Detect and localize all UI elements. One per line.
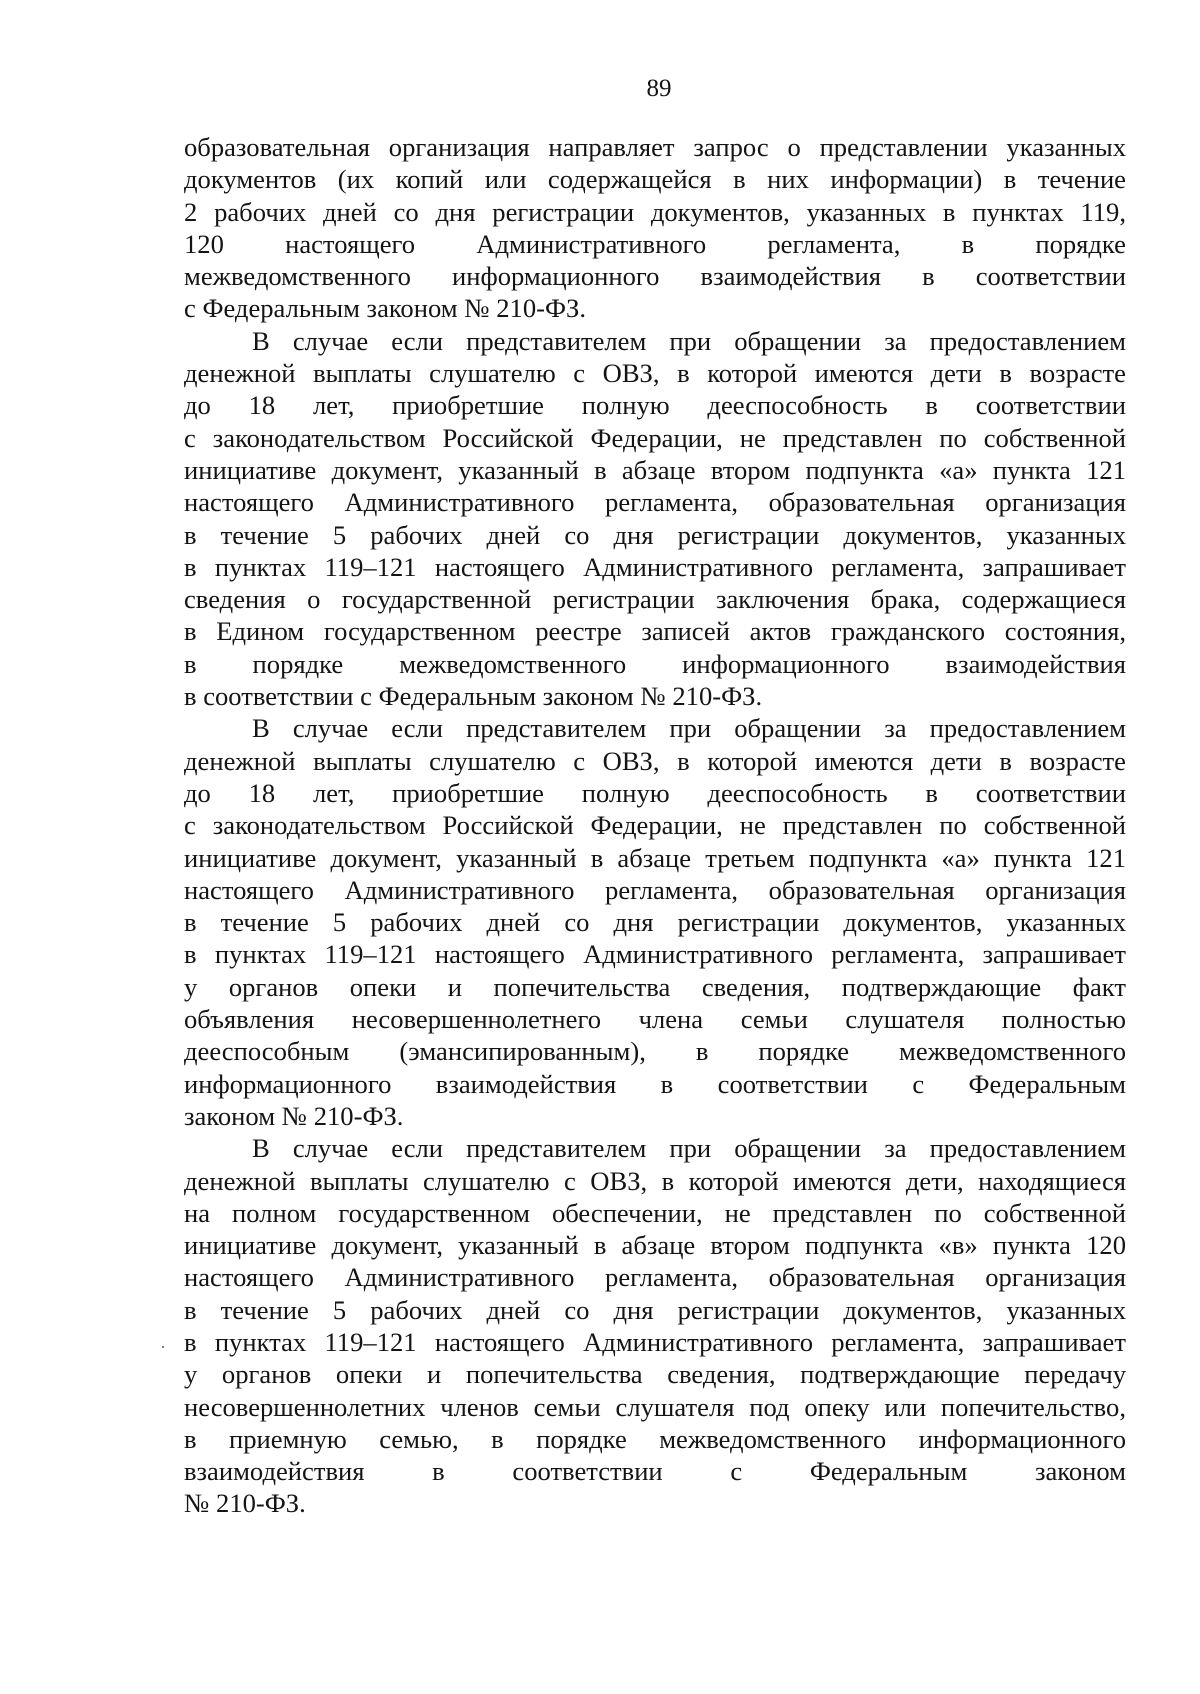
text-line: в течение 5 рабочих дней со дня регистрации документов, указанных — [184, 907, 1126, 938]
text-line: сведения о государственной регистрации заключения брака, содержащиеся — [184, 584, 1126, 615]
text-line: на полном государственном обеспечении, не представлен по собственной — [184, 1197, 1126, 1228]
text-line: инициативе документ, указанный в абзаце третьем подпункта «а» пункта 121 — [184, 842, 1126, 873]
text-line: В случае если представителем при обращении за предоставлением — [252, 713, 1126, 744]
text-line: № 210-ФЗ. — [184, 1488, 306, 1519]
text-line: настоящего Административного регламента, образовательная организация — [184, 487, 1126, 518]
text-line: 120 настоящего Административного регламента, в порядке — [184, 228, 1126, 259]
text-line: в приемную семью, в порядке межведомственного информационного — [184, 1423, 1126, 1454]
text-line: у органов опеки и попечительства сведения, подтверждающие факт — [184, 971, 1126, 1002]
text-line: в пунктах 119–121 настоящего Административного регламента, запрашивает — [184, 551, 1126, 582]
text-line: в Едином государственном реестре записей актов гражданского состояния, — [184, 616, 1126, 647]
text-line: в течение 5 рабочих дней со дня регистрации документов, указанных — [184, 519, 1126, 550]
text-line: настоящего Административного регламента, образовательная организация — [184, 1262, 1126, 1293]
page-number: 89 — [646, 75, 672, 102]
text-line: инициативе документ, указанный в абзаце втором подпункта «в» пункта 120 — [184, 1230, 1126, 1261]
text-line: до 18 лет, приобретшие полную дееспособность в соответствии — [184, 777, 1126, 808]
paragraph-3 — [184, 712, 1126, 1132]
text-line: объявления несовершеннолетнего члена семьи слушателя полностью — [184, 1004, 1126, 1035]
paragraph-4 — [184, 1132, 1126, 1520]
text-line: информационного взаимодействия в соответствии с Федеральным — [184, 1068, 1126, 1099]
text-line: денежной выплаты слушателю с ОВЗ, в которой имеются дети в возрасте — [184, 358, 1126, 389]
document-body — [184, 131, 1126, 1520]
text-line: в соответствии с Федеральным законом № 210-ФЗ. — [184, 681, 763, 712]
text-line: в пунктах 119–121 настоящего Административного регламента, запрашивает — [184, 1326, 1126, 1357]
text-line: образовательная организация направляет запрос о представлении указанных — [184, 132, 1126, 162]
text-line: денежной выплаты слушателю с ОВЗ, в которой имеются дети, находящиеся — [184, 1165, 1126, 1196]
text-line: денежной выплаты слушателю с ОВЗ, в которой имеются дети в возрасте — [184, 745, 1126, 776]
text-line: 2 рабочих дней со дня регистрации документов, указанных в пунктах 119, — [184, 196, 1126, 227]
text-line: с Федеральным законом № 210-ФЗ. — [184, 293, 586, 324]
text-line: в течение 5 рабочих дней со дня регистрации документов, указанных — [184, 1294, 1126, 1325]
paragraph-1 — [184, 131, 1126, 325]
text-line: настоящего Административного регламента, образовательная организация — [184, 874, 1126, 905]
text-line: с законодательством Российской Федерации, не представлен по собственной — [184, 422, 1126, 453]
text-line: В случае если представителем при обращении за предоставлением — [252, 325, 1126, 356]
text-line: в порядке межведомственного информационного взаимодействия — [184, 648, 1126, 679]
paragraph-2 — [184, 325, 1126, 713]
text-line: дееспособным (эмансипированным), в порядке межведомственного — [184, 1036, 1126, 1067]
text-line: у органов опеки и попечительства сведения, подтверждающие передачу — [184, 1359, 1126, 1390]
margin-dot-mark — [162, 1346, 164, 1348]
text-line: в пунктах 119–121 настоящего Административного регламента, запрашивает — [184, 939, 1126, 970]
text-line: законом № 210-ФЗ. — [184, 1100, 404, 1131]
text-line: с законодательством Российской Федерации, не представлен по собственной — [184, 810, 1126, 841]
text-line: до 18 лет, приобретшие полную дееспособность в соответствии — [184, 390, 1126, 421]
text-line: документов (их копий или содержащейся в них информации) в течение — [184, 164, 1126, 195]
text-line: взаимодействия в соответствии с Федеральным законом — [184, 1456, 1126, 1487]
text-line: инициативе документ, указанный в абзаце втором подпункта «а» пункта 121 — [184, 454, 1126, 485]
text-line: В случае если представителем при обращении за предоставлением — [252, 1133, 1126, 1164]
text-line: межведомственного информационного взаимодействия в соответствии — [184, 261, 1126, 292]
text-line: несовершеннолетних членов семьи слушателя под опеку или попечительство, — [184, 1391, 1126, 1422]
